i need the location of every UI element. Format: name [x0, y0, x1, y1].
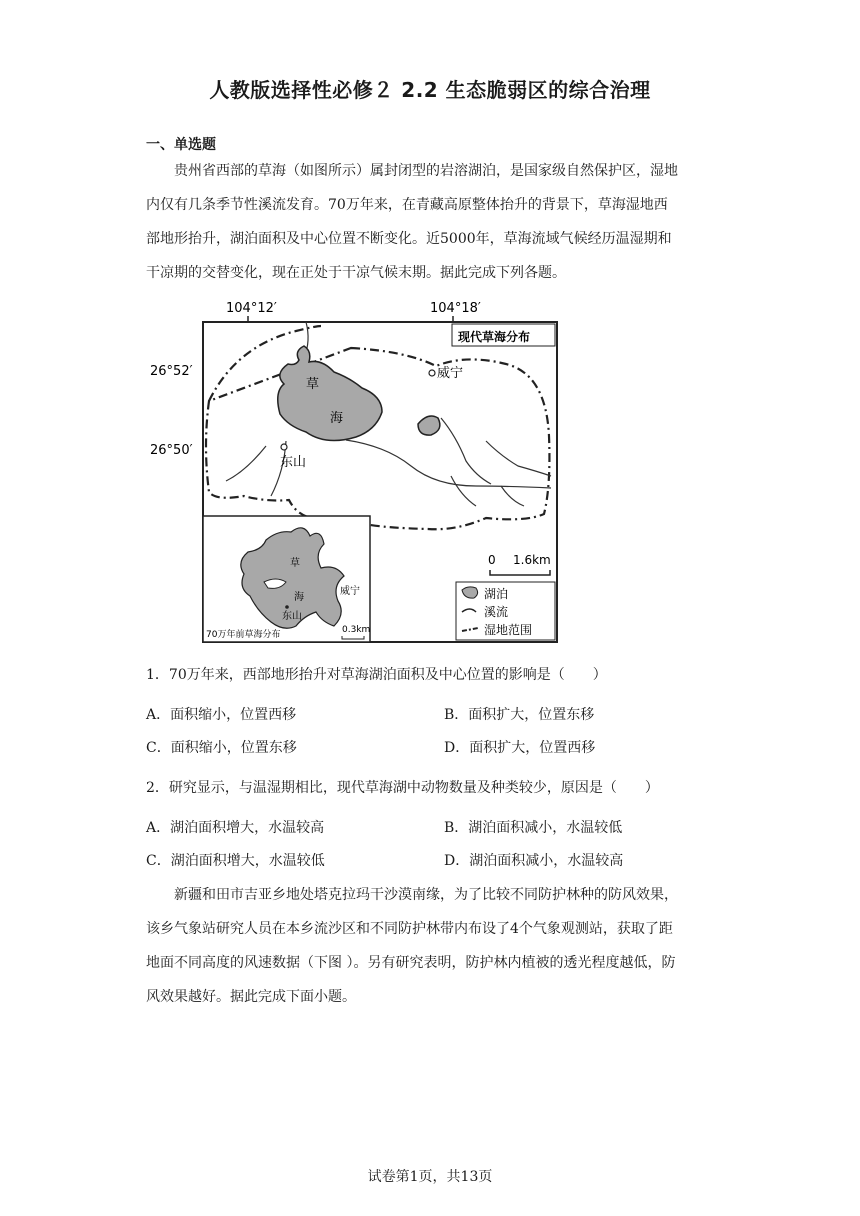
- legend-stream: 溪流: [484, 605, 509, 619]
- passage2-line-3: 地面不同高度的风速数据（下图 ）。另有研究表明，防护林内植被的透光程度越低，防: [146, 955, 676, 971]
- lon-label-1: 104°12′: [226, 301, 277, 316]
- inset-scale: 0.3km: [342, 625, 371, 635]
- q2-option-a[interactable]: A．湖泊面积增大，水温较高: [146, 820, 325, 836]
- q2-option-c[interactable]: C．湖泊面积增大，水温较低: [146, 853, 325, 869]
- town-weining: 威宁: [437, 366, 464, 381]
- map-title: 现代草海分布: [458, 330, 531, 344]
- inset-caption: 70万年前草海分布: [206, 630, 281, 640]
- caohai-map-figure: [146, 296, 566, 646]
- scale-value: 1.6km: [513, 553, 551, 567]
- lake-label-1: 草: [306, 377, 320, 392]
- q2-stem: 2．研究显示，与温湿期相比，现代草海湖中动物数量及种类较少，原因是（ ）: [146, 780, 659, 796]
- q1-option-d[interactable]: D．面积扩大，位置西移: [444, 740, 596, 756]
- passage2-line-1: 新疆和田市吉亚乡地处塔克拉玛干沙漠南缘，为了比较不同防护林种的防风效果，: [174, 887, 678, 903]
- legend-wetland: 湿地范围: [484, 623, 533, 637]
- q1-option-a[interactable]: A．面积缩小，位置西移: [146, 707, 297, 723]
- inset-label-2: 海: [294, 592, 304, 603]
- scale-zero: 0: [488, 553, 496, 567]
- lat-label-2: 26°50′: [150, 443, 193, 458]
- passage2-line-4: 风效果越好。据此完成下面小题。: [146, 989, 356, 1005]
- q2-option-b[interactable]: B．湖泊面积减小，水温较低: [444, 820, 623, 836]
- section-heading: 一、单选题: [146, 137, 216, 153]
- lake-label-2: 海: [330, 411, 344, 426]
- q1-stem: 1．70万年来，西部地形抬升对草海湖泊面积及中心位置的影响是（ ）: [146, 667, 607, 683]
- town-dongshan: 东山: [280, 455, 307, 470]
- page-title: 人教版选择性必修２ 2.2 生态脆弱区的综合治理: [209, 78, 651, 102]
- lon-label-2: 104°18′: [430, 301, 481, 316]
- intro-line-1: 贵州省西部的草海（如图所示）属封闭型的岩溶湖泊，是国家级自然保护区，湿地: [174, 163, 678, 179]
- legend-lake: 湖泊: [484, 587, 509, 601]
- intro-line-4: 干凉期的交替变化，现在正处于干凉气候末期。据此完成下列各题。: [146, 265, 566, 281]
- inset-dongshan: 东山: [282, 611, 302, 622]
- q1-option-c[interactable]: C．面积缩小，位置东移: [146, 740, 297, 756]
- q2-option-d[interactable]: D．湖泊面积减小，水温较高: [444, 853, 624, 869]
- page-footer: 试卷第1页，共13页: [367, 1169, 493, 1185]
- inset-label-1: 草: [290, 558, 300, 569]
- q1-option-b[interactable]: B．面积扩大，位置东移: [444, 707, 595, 723]
- inset-weining: 威宁: [340, 586, 360, 597]
- lat-label-1: 26°52′: [150, 364, 193, 379]
- passage2-line-2: 该乡气象站研究人员在本乡流沙区和不同防护林带内布设了4个气象观测站，获取了距: [146, 921, 673, 937]
- intro-line-3: 部地形抬升，湖泊面积及中心位置不断变化。近5000年，草海流域气候经历温湿期和: [146, 231, 672, 247]
- intro-line-2: 内仅有几条季节性溪流发育。70万年来，在青藏高原整体抬升的背景下，草海湿地西: [146, 197, 668, 213]
